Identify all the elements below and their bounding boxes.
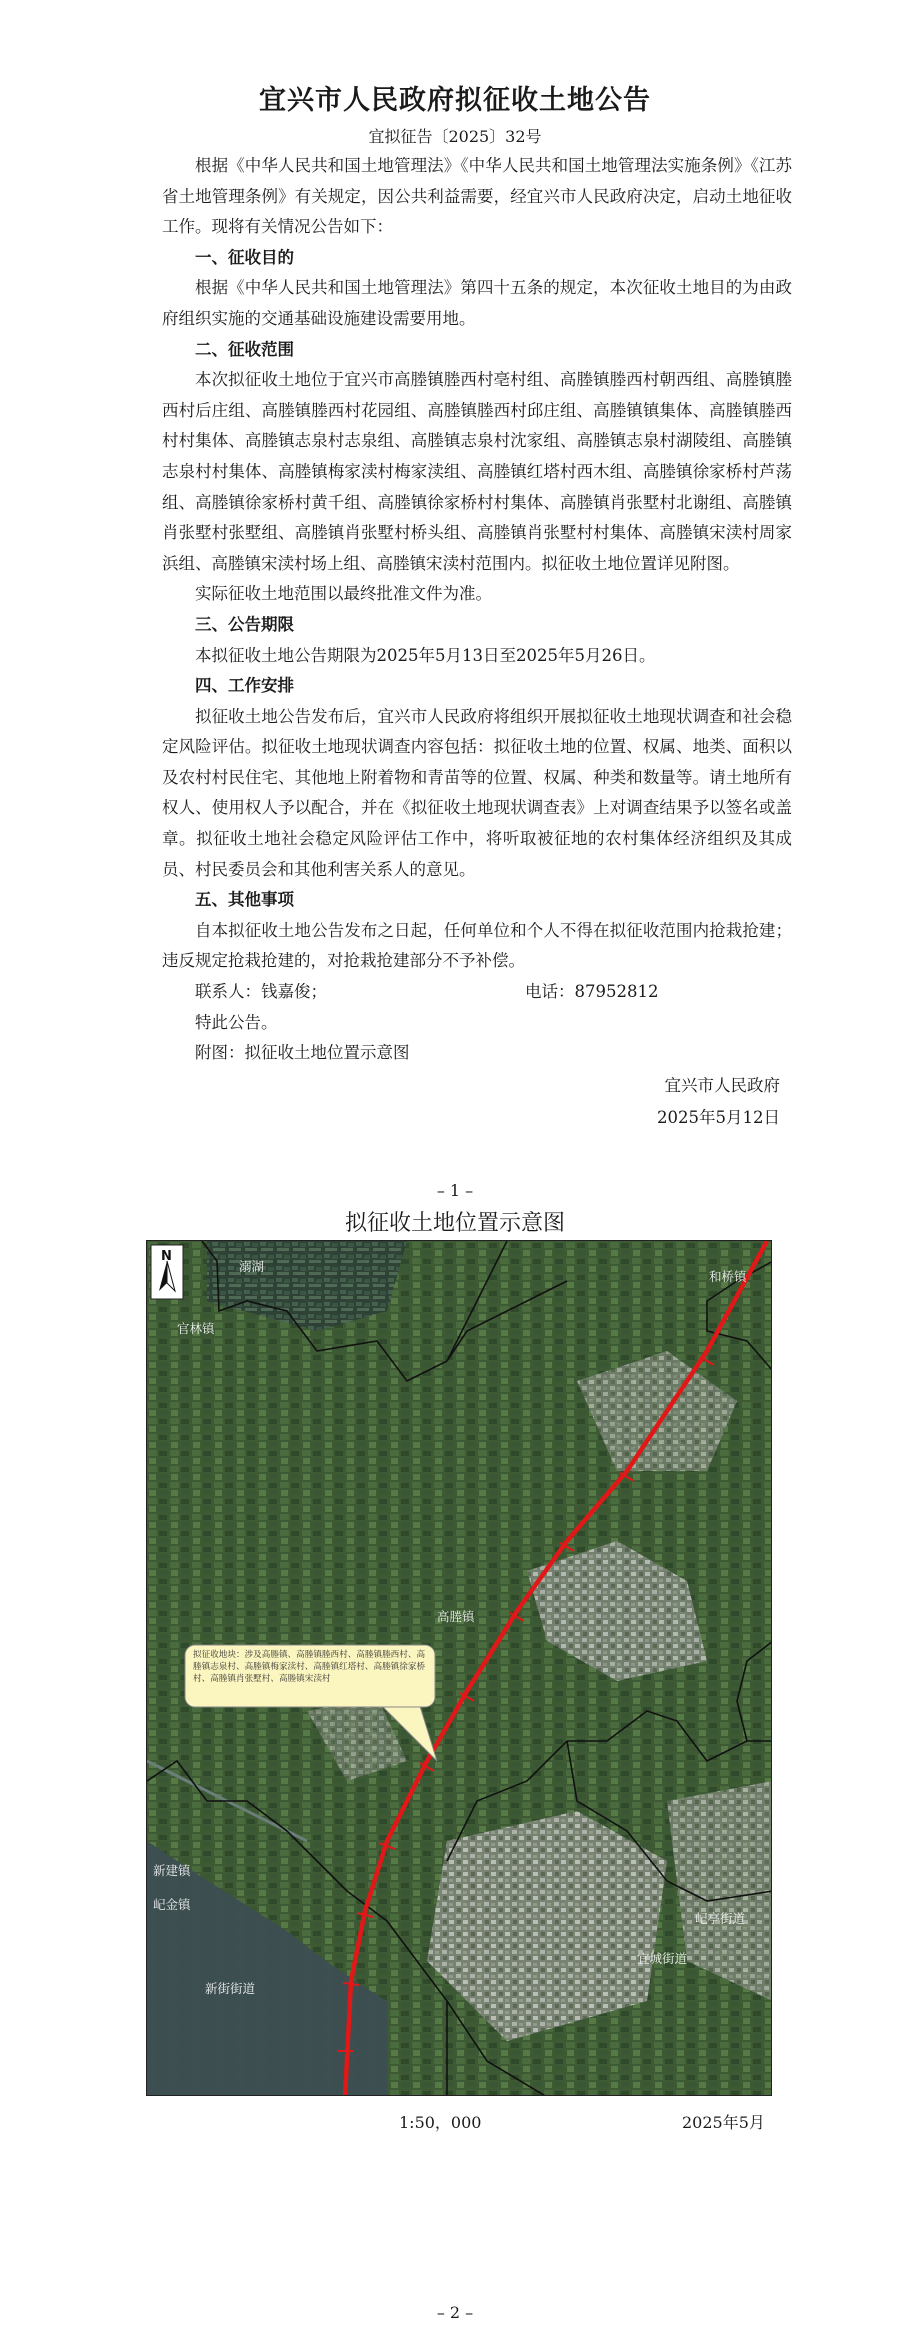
map-label-hepiao: 和桥镇 [709, 1269, 747, 1284]
map-label-guanlin: 官林镇 [177, 1321, 215, 1336]
signature-org: 宜兴市人民政府 [664, 1076, 780, 1095]
map-label-xinjie: 新街街道 [205, 1981, 256, 1996]
map-label-gaocheng: 高塍镇 [437, 1609, 475, 1624]
other-paragraph: 自本拟征收土地公告发布之日起，任何单位和个人不得在拟征收范围内抢栽抢建；违反规定抢栽抢建的，对抢栽抢建部分不予补偿。 [162, 920, 792, 971]
location-map [146, 1240, 772, 2096]
page-title: 宜兴市人民政府拟征收土地公告 [259, 85, 651, 116]
period-paragraph: 本拟征收土地公告期限为2025年5月13日至2025年5月26日。 [195, 645, 656, 665]
satellite-map-image [147, 1241, 772, 2096]
map-label-lake2: 溺湖 [239, 1259, 265, 1274]
closing-line: 特此公告。 [195, 1012, 278, 1032]
intro-paragraph: 根据《中华人民共和国土地管理法》《中华人民共和国土地管理法实施条例》《江苏省土地管理条例》有关规定，因公共利益需要，经宜兴市人民政府决定，启动土地征收工作。现将有关情况公告如下： [162, 156, 792, 237]
scope-paragraph: 本次拟征收土地位于宜兴市高塍镇塍西村亳村组、高塍镇塍西村朝西组、高塍镇塍西村后庄组、高塍镇塍西村花园组、高塍镇塍西村邱庄组、高塍镇镇集体、高塍镇塍西村村集体、高塍镇志泉村志泉组、高塍镇志泉村沈家组、高塍镇志泉村湖陵组、高塍镇志泉村村集体、高塍镇梅家渎村梅家渎组、高塍镇红塔村西木组、高塍镇徐家桥村芦荡组、高塍镇徐家桥村黄千组、高塍镇徐家桥村村集体、高塍镇肖张墅村北谢组、高塍镇肖张墅村张墅组、高塍镇肖张墅村桥头组、高塍镇肖张墅村村集体、高塍镇宋渎村周家浜组、高塍镇宋渎村场上组、高塍镇宋渎村范围内。拟征收土地位置详见附图。 [162, 370, 792, 573]
section-heading-other: 五、其他事项 [195, 890, 294, 910]
section-heading-work: 四、工作安排 [195, 676, 294, 696]
attachment-line: 附图：拟征收土地位置示意图 [195, 1043, 410, 1063]
callout-text: 拟征收地块：涉及高塍镇、高塍镇塍西村、高塍镇塍西村、高塍镇志泉村、高塍镇梅家渎村、高塍镇红塔村、高塍镇徐家桥村、高塍镇肖张墅村、高塍镇宋渎村 [193, 1650, 426, 1684]
map-date: 2025年5月 [682, 2113, 765, 2132]
purpose-paragraph: 根据《中华人民共和国土地管理法》第四十五条的规定，本次征收土地目的为由政府组织实施的交通基础设施建设需要用地。 [162, 278, 792, 328]
signature-date: 2025年5月12日 [657, 1108, 780, 1127]
contact-person: 联系人：钱嘉俊； [195, 982, 327, 1002]
map-title: 拟征收土地位置示意图 [344, 1211, 565, 1236]
contact-row [162, 977, 792, 1008]
map-scale: 1:50，000 [399, 2113, 482, 2132]
map-label-qijin: 屺金镇 [153, 1897, 191, 1912]
page-number-1: – 1 – [436, 1181, 474, 1200]
north-label: N [161, 1249, 172, 1264]
map-label-xinjian: 新建镇 [153, 1863, 191, 1878]
document-number: 宜拟征告〔2025〕32号 [368, 127, 542, 146]
contact-phone: 电话：87952812 [525, 982, 659, 1002]
section-heading-period: 三、公告期限 [195, 614, 294, 634]
map-label-yicheng: 宜城街道 [637, 1951, 688, 1966]
page-number-2: – 2 – [436, 2303, 474, 2322]
work-paragraph: 拟征收土地公告发布后，宜兴市人民政府将组织开展拟征收土地现状调查和社会稳定风险评估。拟征收土地现状调查内容包括：拟征收土地的位置、权属、地类、面积以及农村村民住宅、其他地上附着物和青苗等的位置、权属、种类和数量等。请土地所有权人、使用权人予以配合，并在《拟征收土地现状调查表》上对调查结果予以签名或盖章。拟征收土地社会稳定风险评估工作中，将听取被征地的农村集体经济组织及其成员、村民委员会和其他利害关系人的意见。 [162, 706, 792, 879]
map-label-qiting: 屺亭街道 [695, 1911, 746, 1926]
section-heading-purpose: 一、征收目的 [195, 247, 294, 267]
section-heading-scope: 二、征收范围 [195, 339, 294, 359]
scope-note: 实际征收土地范围以最终批准文件为准。 [195, 584, 492, 604]
announcement-body [162, 151, 792, 1069]
